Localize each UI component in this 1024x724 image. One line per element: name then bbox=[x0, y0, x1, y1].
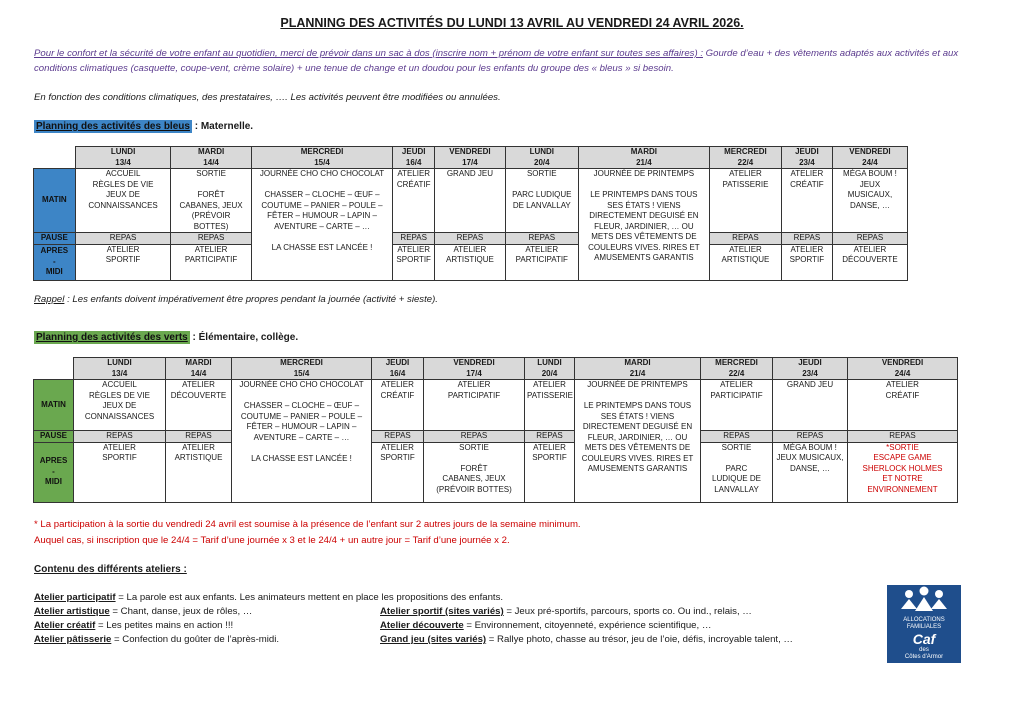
cell-pause: REPAS bbox=[832, 233, 907, 245]
definition-item bbox=[380, 633, 793, 647]
col-header: LUNDI 13/4 bbox=[75, 147, 171, 169]
cell-pause: REPAS bbox=[424, 431, 525, 443]
caf-family-icon bbox=[887, 585, 961, 615]
col-header: MERCREDI 15/4 bbox=[251, 147, 393, 169]
cell-apres: ATELIER SPORTIF bbox=[75, 244, 171, 280]
definition-desc: = Jeux pré-sportifs, parcours, sports co. Ou ind., relais, … bbox=[503, 606, 752, 617]
definition-item bbox=[34, 591, 503, 605]
cell-apres: ATELIER SPORTIF bbox=[781, 244, 832, 280]
planning-table-bleus bbox=[33, 146, 908, 281]
cell-pause: REPAS bbox=[166, 431, 232, 443]
col-header: MERCREDI 22/4 bbox=[701, 358, 773, 380]
col-header: JEUDI 16/4 bbox=[393, 147, 435, 169]
col-header: MERCREDI 15/4 bbox=[232, 358, 372, 380]
rappel-label: Rappel bbox=[34, 294, 65, 305]
cell-matin: MÉGA BOUM ! JEUX MUSICAUX, DANSE, … bbox=[832, 169, 907, 233]
section-highlight-bleus: Planning des activités des bleus bbox=[36, 121, 190, 132]
cell-pause: REPAS bbox=[435, 233, 506, 245]
col-header: LUNDI 20/4 bbox=[525, 358, 575, 380]
cell-apres: ATELIER PARTICIPATIF bbox=[505, 244, 578, 280]
col-header: VENDREDI 17/4 bbox=[435, 147, 506, 169]
cell-apres: ATELIER SPORTIF bbox=[393, 244, 435, 280]
contenu-title: Contenu des différents ateliers : bbox=[34, 564, 187, 575]
cell-pause: REPAS bbox=[781, 233, 832, 245]
row-label-apres-midi: APRES - MIDI bbox=[34, 244, 76, 280]
page-title: PLANNING DES ACTIVITÉS DU LUNDI 13 AVRIL AU VENDREDI 24 AVRIL 2026. bbox=[280, 16, 744, 30]
cell-mardi21-journee: JOURNÉE DE PRINTEMPS LE PRINTEMPS DANS TOUS SES ÉTATS ! VIENS DIRECTEMENT DEGUISÉ EN FLEUR, JARDINIER, … OU METS DES VÊTEMENTS DE COULEURS VIVES. RIRES ET AMUSEMENTS GARANTIS bbox=[578, 169, 709, 281]
cell-apres: SORTIE PARC LUDIQUE DE LANVALLAY bbox=[701, 442, 773, 502]
col-header: MARDI 14/4 bbox=[166, 358, 232, 380]
cell-pause: REPAS bbox=[74, 431, 166, 443]
definition-item bbox=[380, 619, 793, 633]
cell-matin: ATELIER PARTICIPATIF bbox=[424, 380, 525, 431]
cell-matin: ATELIER PARTICIPATIF bbox=[701, 380, 773, 431]
cell-pause: REPAS bbox=[773, 431, 848, 443]
cell-matin: GRAND JEU bbox=[435, 169, 506, 233]
header-corner bbox=[34, 358, 74, 380]
cell-matin: GRAND JEU bbox=[773, 380, 848, 431]
cell-pause: REPAS bbox=[372, 431, 424, 443]
cell-matin: SORTIE PARC LUDIQUE DE LANVALLAY bbox=[505, 169, 578, 233]
cell-apres: ATELIER ARTISTIQUE bbox=[435, 244, 506, 280]
logo-line2: Caf bbox=[912, 631, 936, 647]
definition-term: Atelier participatif bbox=[34, 592, 116, 603]
cell-matin: ATELIER PATISSERIE bbox=[525, 380, 575, 431]
cell-pause: REPAS bbox=[393, 233, 435, 245]
cell-matin: ATELIER PATISSERIE bbox=[710, 169, 782, 233]
cell-apres: ATELIER ARTISTIQUE bbox=[166, 442, 232, 502]
col-header: VENDREDI 17/4 bbox=[424, 358, 525, 380]
conditions-note: En fonction des conditions climatiques, des prestataires, …. Les activités peuvent être modifiées ou annulées. bbox=[34, 92, 501, 103]
cell-apres: ATELIER SPORTIF bbox=[74, 442, 166, 502]
col-header: VENDREDI 24/4 bbox=[832, 147, 907, 169]
cell-apres: ATELIER SPORTIF bbox=[525, 442, 575, 502]
row-label-matin: MATIN bbox=[34, 380, 74, 431]
cell-apres: SORTIE FORÊT CABANES, JEUX (PRÉVOIR BOTTES) bbox=[424, 442, 525, 502]
definition-desc: = Les petites mains en action !!! bbox=[95, 620, 234, 631]
cell-matin: ACCUEIL RÈGLES DE VIE JEUX DE CONNAISSANCES bbox=[74, 380, 166, 431]
cell-matin: ACCUEIL RÈGLES DE VIE JEUX DE CONNAISSANCES bbox=[75, 169, 171, 233]
cell-matin: ATELIER CRÉATIF bbox=[781, 169, 832, 233]
cell-merc15-journee: JOURNÉE CHO CHO CHOCOLAT CHASSER – CLOCHE – ŒUF – COUTUME – PANIER – POULE – FÊTER – HUMOUR – LAPIN – AVENTURE – CARTE – … LA CHASSE EST LANCÉE ! bbox=[232, 380, 372, 503]
cell-mardi21-journee: JOURNÉE DE PRINTEMPS LE PRINTEMPS DANS TOUS SES ÉTATS ! VIENS DIRECTEMENT DEGUISÉ EN FLEUR, JARDINIER, … OU METS DES VÊTEMENTS DE COULEURS VIVES. RIRES ET AMUSEMENTS GARANTIS bbox=[575, 380, 701, 503]
cell-matin: ATELIER CRÉATIF bbox=[372, 380, 424, 431]
definition-term: Atelier artistique bbox=[34, 606, 110, 617]
intro-underlined: Pour le confort et la sécurité de votre enfant au quotidien, merci de prévoir dans un sac à dos (inscrire nom + prénom de votre enfant sur toutes ses affaires) : bbox=[34, 48, 703, 59]
definition-term: Atelier sportif (sites variés) bbox=[380, 606, 504, 617]
definitions-right bbox=[380, 605, 793, 647]
section-title-verts bbox=[34, 332, 298, 343]
cell-pause: REPAS bbox=[505, 233, 578, 245]
col-header: MERCREDI 22/4 bbox=[710, 147, 782, 169]
row-label-apres-midi: APRES - MIDI bbox=[34, 442, 74, 502]
cell-pause: REPAS bbox=[171, 233, 251, 245]
cell-pause: REPAS bbox=[75, 233, 171, 245]
definition-desc: = La parole est aux enfants. Les animateurs mettent en place les propositions des enfants. bbox=[115, 592, 504, 603]
cell-apres: ATELIER SPORTIF bbox=[372, 442, 424, 502]
sortie-line-1: * La participation à la sortie du vendredi 24 avril est soumise à la présence de l’enfant sur 2 autres jours de la semaine minimum. bbox=[34, 519, 581, 530]
col-header: JEUDI 23/4 bbox=[773, 358, 848, 380]
cell-pause: REPAS bbox=[710, 233, 782, 245]
section-highlight-verts: Planning des activités des verts bbox=[36, 332, 188, 343]
cell-pause: REPAS bbox=[525, 431, 575, 443]
cell-apres-sortie-escape-game: *SORTIE ESCAPE GAME SHERLOCK HOLMES ET NOTRE ENVIRONNEMENT bbox=[848, 442, 958, 502]
definition-desc: = Environnement, citoyenneté, expérience scientifique, … bbox=[463, 620, 712, 631]
definition-item bbox=[380, 605, 793, 619]
definition-term: Atelier découverte bbox=[380, 620, 464, 631]
cell-apres: MÉGA BOUM ! JEUX MUSICAUX, DANSE, … bbox=[773, 442, 848, 502]
definition-term: Grand jeu (sites variés) bbox=[380, 634, 487, 645]
col-header: JEUDI 16/4 bbox=[372, 358, 424, 380]
header-corner bbox=[34, 147, 76, 169]
definition-desc: = Chant, danse, jeux de rôles, … bbox=[109, 606, 253, 617]
rappel-text: : Les enfants doivent impérativement être propres pendant la journée (activité + sieste). bbox=[64, 294, 438, 305]
definition-desc: = Confection du goûter de l’après-midi. bbox=[111, 634, 280, 645]
cell-pause: REPAS bbox=[701, 431, 773, 443]
col-header: LUNDI 13/4 bbox=[74, 358, 166, 380]
section-suffix-verts: : Élémentaire, collège. bbox=[189, 332, 299, 343]
col-header: MARDI 21/4 bbox=[578, 147, 709, 169]
definition-desc: = Rallye photo, chasse au trésor, jeu de l’oie, défis, incroyable talent, … bbox=[486, 634, 794, 645]
definition-term: Atelier pâtisserie bbox=[34, 634, 112, 645]
intro-rest: Gourde d’eau + des vêtements adaptés aux activités et aux conditions climatiques (casquette, coupe-vent, crème solaire) + une tenue de change et un doudou pour les enfants du groupe des « bleus » si besoin. bbox=[34, 48, 959, 74]
caf-logo bbox=[887, 585, 961, 663]
logo-line3: des Côtes d'Armor bbox=[904, 647, 944, 660]
rappel-note bbox=[34, 294, 438, 305]
cell-merc15-journee: JOURNÉE CHO CHO CHOCOLAT CHASSER – CLOCHE – ŒUF – COUTUME – PANIER – POULE – FÊTER – HUMOUR – LAPIN – AVENTURE – CARTE – … LA CHASSE EST LANCÉE ! bbox=[251, 169, 393, 281]
planning-table-verts bbox=[33, 357, 958, 503]
col-header: MARDI 21/4 bbox=[575, 358, 701, 380]
row-label-pause: PAUSE bbox=[34, 233, 76, 245]
intro-paragraph bbox=[34, 46, 974, 76]
cell-apres: ATELIER DÉCOUVERTE bbox=[832, 244, 907, 280]
section-suffix-bleus: : Maternelle. bbox=[191, 121, 254, 132]
sortie-conditions bbox=[34, 517, 581, 549]
cell-matin: SORTIE FORÊT CABANES, JEUX (PRÉVOIR BOTTES) bbox=[171, 169, 251, 233]
cell-matin: ATELIER DÉCOUVERTE bbox=[166, 380, 232, 431]
row-label-pause: PAUSE bbox=[34, 431, 74, 443]
col-header: JEUDI 23/4 bbox=[781, 147, 832, 169]
col-header: VENDREDI 24/4 bbox=[848, 358, 958, 380]
col-header: MARDI 14/4 bbox=[171, 147, 251, 169]
cell-apres: ATELIER PARTICIPATIF bbox=[171, 244, 251, 280]
cell-apres: ATELIER ARTISTIQUE bbox=[710, 244, 782, 280]
sortie-line-2: Auquel cas, si inscription que le 24/4 = Tarif d’une journée x 3 et le 24/4 + un autre jour = Tarif d’une journée x 2. bbox=[34, 535, 510, 546]
cell-matin: ATELIER CRÉATIF bbox=[848, 380, 958, 431]
row-label-matin: MATIN bbox=[34, 169, 76, 233]
col-header: LUNDI 20/4 bbox=[505, 147, 578, 169]
section-title-bleus bbox=[34, 121, 253, 132]
cell-pause: REPAS bbox=[848, 431, 958, 443]
definition-term: Atelier créatif bbox=[34, 620, 96, 631]
cell-matin: ATELIER CRÉATIF bbox=[393, 169, 435, 233]
logo-line1: ALLOCATIONS FAMILIALES bbox=[903, 617, 945, 630]
